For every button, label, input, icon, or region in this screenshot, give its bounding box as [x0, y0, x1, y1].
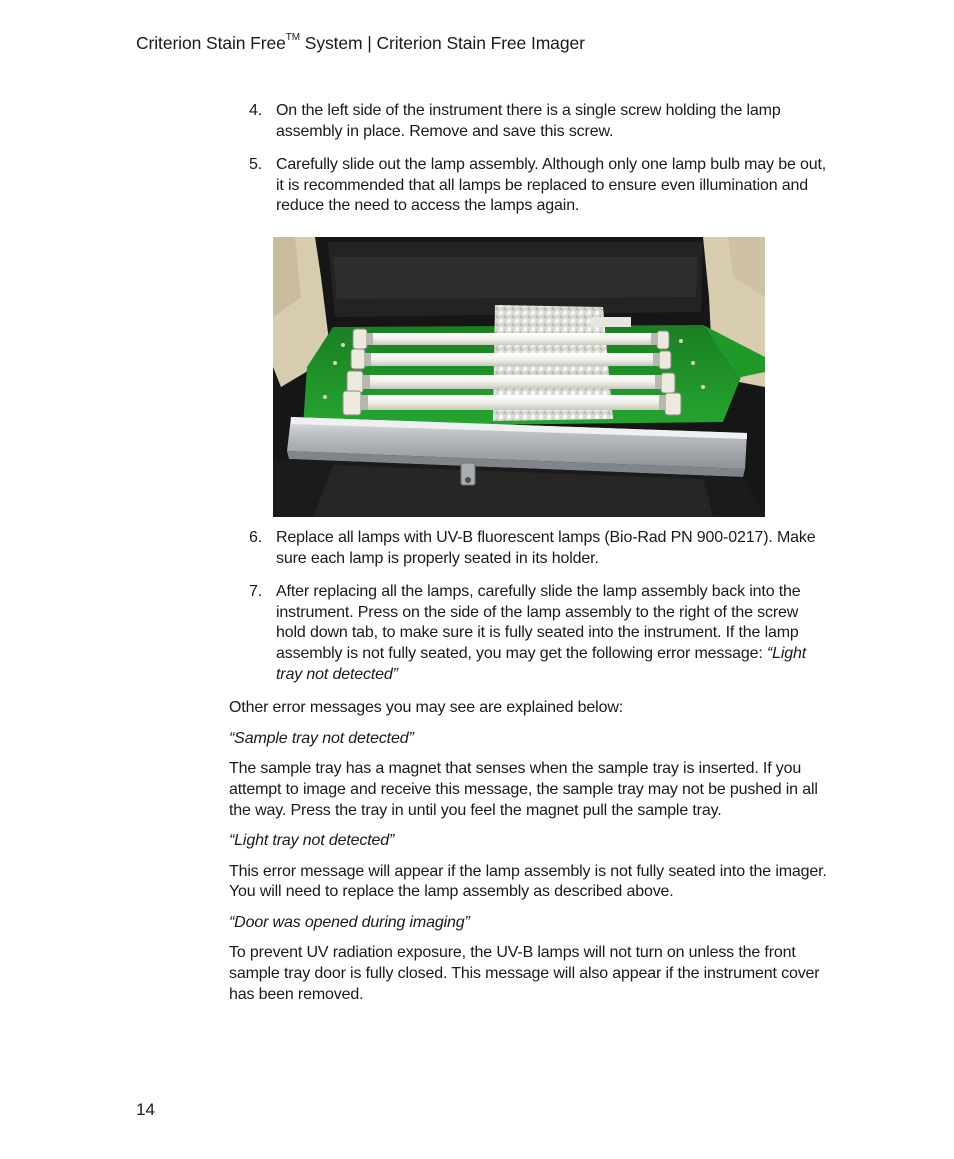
error-title-door-opened: “Door was opened during imaging”	[229, 913, 470, 931]
step-text: After replacing all the lamps, carefully slide the lamp assembly back into the instrument. Press on the side of the lamp assembly to the right of the screw hold down tab, to make sure it is fully seated into the instrument. If the lamp assembly is not fully seated, you may get the following error message:	[276, 583, 801, 662]
error-description-light-tray: This error message will appear if the lamp assembly is not fully seated into the imager. You will need to replace the lamp assembly as described above.	[229, 862, 827, 901]
error-title-sample-tray: “Sample tray not detected”	[229, 729, 414, 747]
header-title-part2: System | Criterion Stain Free Imager	[299, 33, 585, 53]
error-message-emphasis: “Light tray not detected”	[276, 644, 807, 683]
trademark-mark: TM	[285, 32, 300, 44]
step-5	[229, 155, 829, 217]
step-4	[229, 101, 829, 142]
header-title-part1: Criterion Stain Free	[136, 33, 286, 53]
error-description-door-opened: To prevent UV radiation exposure, the UV-B lamps will not turn on unless the front sample tray door is fully closed. This message will also appear if the instrument cover has been removed.	[229, 944, 820, 1003]
error-title-light-tray: “Light tray not detected”	[229, 832, 395, 850]
error-intro: Other error messages you may see are explained below:	[229, 699, 624, 717]
step-number: 7.	[249, 583, 263, 601]
page-header	[136, 33, 585, 54]
step-text: On the left side of the instrument there is a single screw holding the lamp assembly in place. Remove and save this screw.	[276, 102, 781, 140]
step-6	[229, 528, 829, 569]
error-description-sample-tray: The sample tray has a magnet that senses when the sample tray is inserted. If you attempt to image and receive this message, the sample tray may not be pushed in all the way. Press the tray in until you feel the magnet pull the sample tray.	[229, 760, 818, 819]
step-text: Replace all lamps with UV-B fluorescent lamps (Bio-Rad PN 900-0217). Make sure each lamp is properly seated in its holder.	[276, 528, 816, 567]
step-number: 6.	[249, 528, 263, 546]
main-content	[229, 101, 829, 1015]
lamp-assembly-photo	[273, 237, 765, 517]
step-number: 5.	[249, 156, 263, 174]
step-number: 4.	[249, 102, 263, 119]
step-text: Carefully slide out the lamp assembly. Although only one lamp bulb may be out, it is recommended that all lamps be replaced to ensure even illumination and reduce the need to access the lamps again.	[276, 156, 827, 215]
step-7	[229, 582, 829, 685]
page-number: 14	[136, 1100, 155, 1119]
